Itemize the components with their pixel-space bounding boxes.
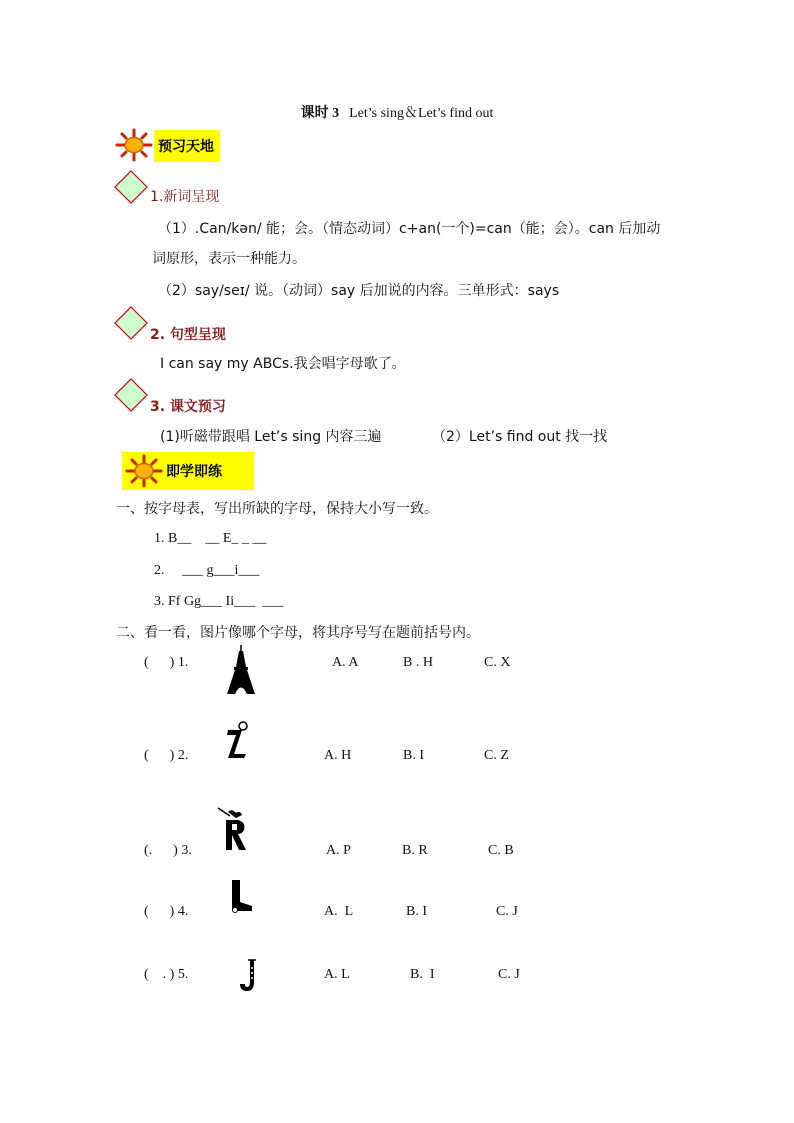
- q2-item-4-option-b: B. I: [406, 904, 427, 919]
- q2-item-1-option-c: C. X: [484, 655, 511, 670]
- preview-badge-label: 预习天地: [158, 139, 214, 155]
- sun-icon: [124, 454, 164, 488]
- q2-item-1-option-a: A. A: [332, 655, 359, 670]
- q1-line-1: 1. B__ __ E_ _ __: [154, 531, 267, 546]
- microphone-z-icon: [224, 720, 250, 760]
- eiffel-tower-icon: [226, 645, 256, 695]
- preview-badge: [154, 130, 220, 162]
- q1-line-2: 2. ___ g___i___: [154, 563, 260, 578]
- boot-l-icon: [226, 878, 256, 914]
- section-title-sentences: 2. 句型呈现: [150, 327, 226, 343]
- q2-item-1-label: ( ) 1.: [144, 655, 189, 670]
- q2-instruction: 二、看一看，图片像哪个字母，将其序号写在题前括号内。: [116, 625, 480, 641]
- text-preview-item-1: (1)听磁带跟唱 Let’s sing 内容三遍: [160, 429, 382, 445]
- q2-item-2-option-b: B. I: [403, 748, 424, 763]
- sentence-pattern: I can say my ABCs.我会唱字母歌了。: [160, 356, 406, 372]
- practice-badge: [122, 452, 254, 490]
- section-title-text-preview: 3. 课文预习: [150, 399, 226, 415]
- word-say-line: （2）say/seɪ/ 说。（动词）say 后加说的内容。三单形式：says: [158, 283, 560, 299]
- q2-item-3-option-a: A. P: [326, 843, 351, 858]
- diamond-icon: [114, 378, 148, 412]
- practice-badge-label: 即学即练: [166, 464, 222, 480]
- q2-item-4-option-c: C. J: [496, 904, 518, 919]
- q1-line-3: 3. Ff Gg___ Ii___ ___: [154, 594, 284, 609]
- q2-item-4-label: ( ) 4.: [144, 904, 189, 919]
- q2-item-5-option-a: A. L: [324, 967, 350, 982]
- diamond-icon: [114, 170, 148, 204]
- lesson-number: 课时 3: [300, 106, 340, 121]
- word-can-line2: 词原形，表示一种能力。: [152, 251, 306, 267]
- q2-item-2-option-a: A. H: [324, 748, 352, 763]
- q2-item-3-option-b: B. R: [402, 843, 428, 858]
- q2-item-3-option-c: C. B: [488, 843, 514, 858]
- diamond-icon: [114, 306, 148, 340]
- q2-item-5-label: ( . ) 5.: [144, 967, 189, 982]
- q1-instruction: 一、按字母表，写出所缺的字母，保持大小写一致。: [116, 501, 438, 517]
- q2-item-5-option-b: B. I: [410, 967, 435, 982]
- section-title-new-words: 1.新词呈现: [150, 189, 220, 205]
- word-can-line1: （1）.Can/kən/ 能；会。（情态动词）c+an(一个)=can（能；会）。can 后加动: [158, 221, 661, 237]
- sun-icon: [114, 128, 154, 162]
- q2-item-4-option-a: A. L: [324, 904, 354, 919]
- dancer-r-icon: [216, 806, 252, 852]
- text-preview-item-2: （2）Let’s find out 找一找: [432, 429, 608, 445]
- q2-item-2-option-c: C. Z: [484, 748, 509, 763]
- q2-item-1-option-b: B . H: [403, 655, 433, 670]
- q2-item-2-label: ( ) 2.: [144, 748, 189, 763]
- q2-item-5-option-c: C. J: [498, 967, 520, 982]
- saxophone-j-icon: [238, 958, 260, 992]
- q2-item-3-label: (. ) 3.: [144, 843, 192, 858]
- lesson-topic: Let’s sing＆Let’s find out: [349, 106, 494, 121]
- page-title: [0, 102, 794, 122]
